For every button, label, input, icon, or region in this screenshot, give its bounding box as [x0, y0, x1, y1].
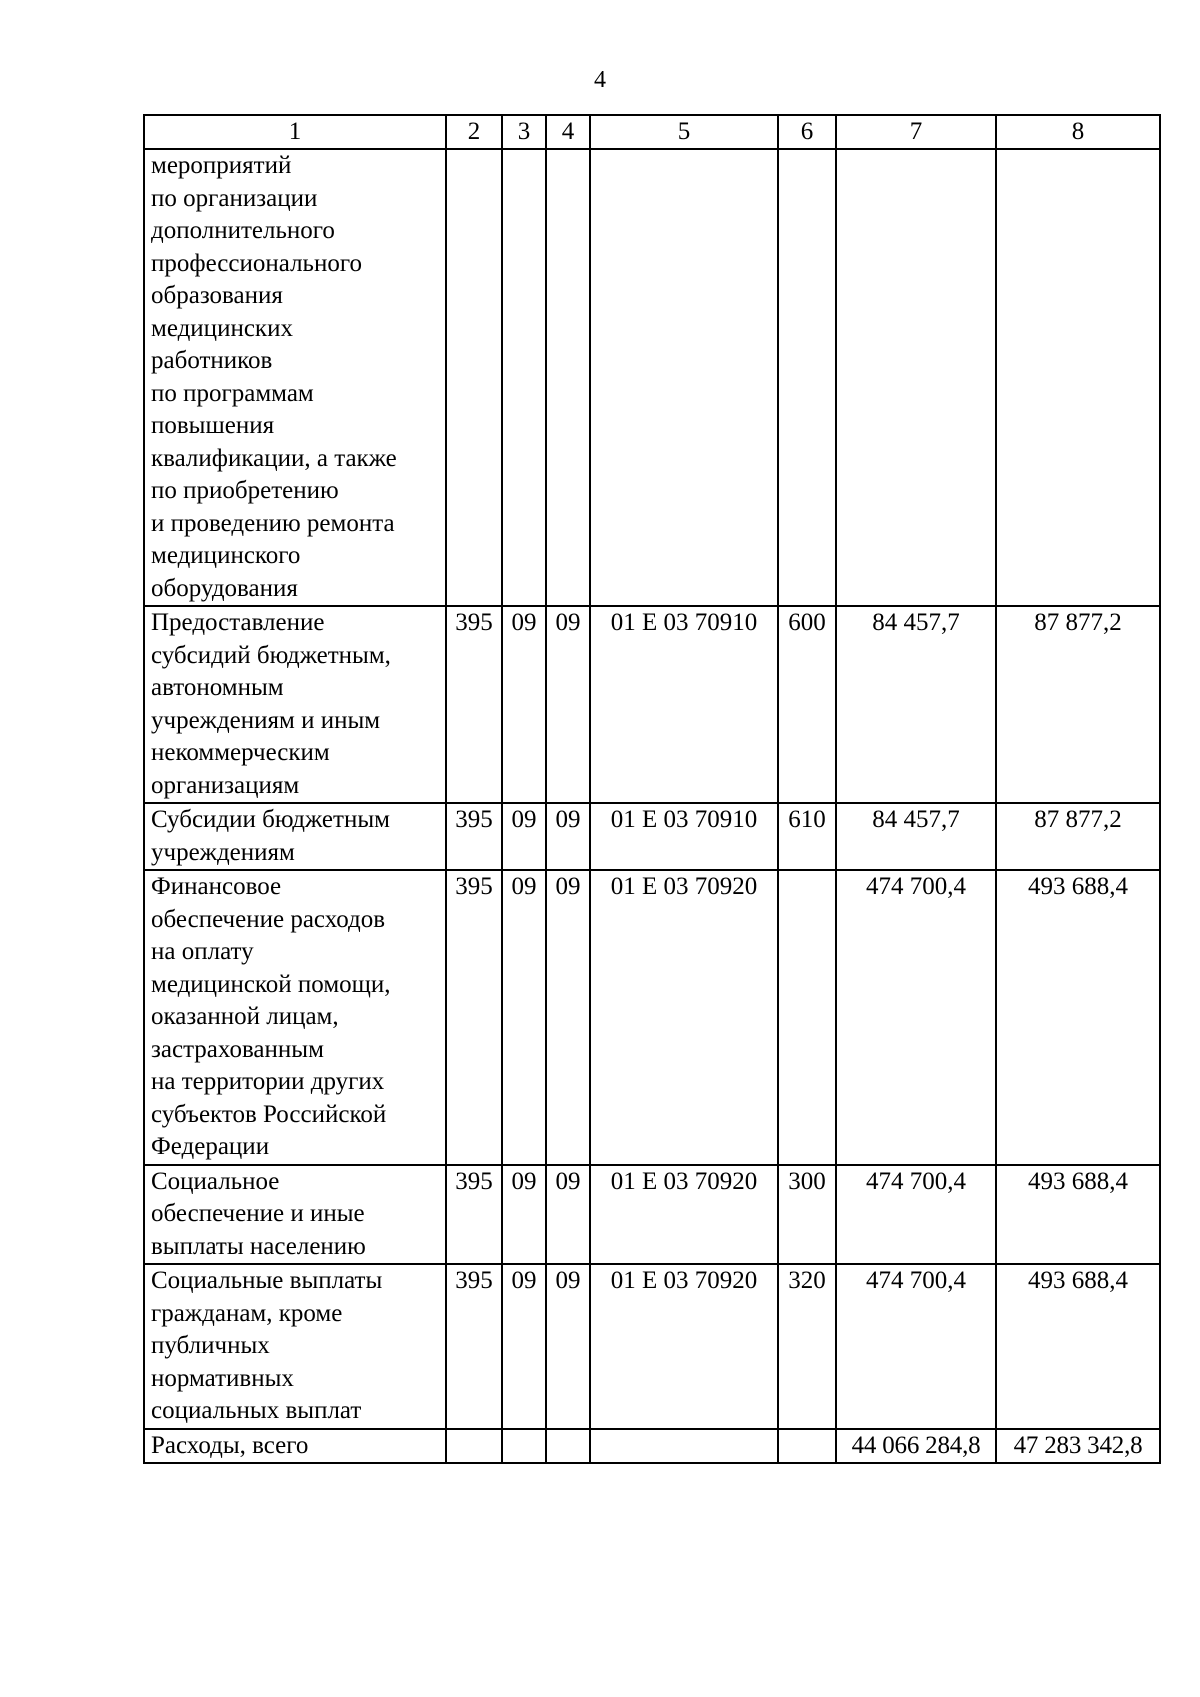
budget-table	[143, 114, 1161, 1464]
page-number: 4	[594, 67, 606, 93]
cell-name-line: автономным	[151, 674, 284, 701]
cell-name-line: Предоставление	[151, 609, 325, 636]
column-header-7: 7	[836, 115, 996, 149]
column-header-6: 6	[778, 115, 836, 149]
cell-name	[144, 1264, 446, 1429]
cell-name	[144, 1429, 446, 1464]
cell-col-6	[778, 149, 836, 606]
table-row	[144, 149, 1160, 606]
header-row	[144, 115, 1160, 149]
cell-name-line: по приобретению	[151, 477, 339, 504]
cell-name-line: выплаты населению	[151, 1232, 366, 1260]
column-header-3: 3	[502, 115, 546, 149]
cell-name-line: Субсидии бюджетным	[151, 806, 390, 833]
cell-name-line: обеспечение и иные	[151, 1200, 365, 1227]
cell-name-line: медицинских	[151, 314, 293, 342]
cell-col-3: 09	[502, 606, 546, 803]
cell-col-7: 84 457,7	[836, 803, 996, 870]
cell-col-4	[546, 1429, 590, 1464]
cell-col-7: 474 700,4	[836, 1264, 996, 1429]
cell-col-6	[778, 1429, 836, 1464]
table-row	[144, 1429, 1160, 1464]
cell-name-line: образования	[151, 282, 283, 309]
cell-col-6: 320	[778, 1264, 836, 1429]
column-header-1: 1	[144, 115, 446, 149]
cell-col-6	[778, 870, 836, 1165]
cell-col-5: 01 Е 03 70920	[590, 1165, 778, 1265]
cell-name-line: работников	[151, 347, 273, 374]
cell-name-line: нормативных	[151, 1364, 294, 1392]
cell-col-8: 87 877,2	[996, 803, 1160, 870]
cell-name-line: повышения	[151, 412, 275, 439]
cell-name	[144, 149, 446, 606]
cell-col-5: 01 Е 03 70920	[590, 870, 778, 1165]
cell-name-line: Финансовое	[151, 873, 282, 900]
table-row	[144, 1264, 1160, 1429]
cell-name-line: субъектов Российской	[151, 1100, 387, 1128]
table-row	[144, 803, 1160, 870]
cell-col-5: 01 Е 03 70910	[590, 803, 778, 870]
cell-col-3: 09	[502, 803, 546, 870]
cell-name-line: на территории других	[151, 1068, 385, 1095]
cell-name-line: оборудования	[151, 574, 298, 602]
cell-name-line: профессионального	[151, 249, 362, 277]
cell-col-4: 09	[546, 606, 590, 803]
cell-col-8: 493 688,4	[996, 1165, 1160, 1265]
cell-col-3: 09	[502, 1165, 546, 1265]
cell-col-6: 600	[778, 606, 836, 803]
cell-col-2: 395	[446, 606, 502, 803]
cell-name-line: дополнительного	[151, 217, 335, 244]
cell-col-6: 610	[778, 803, 836, 870]
cell-name-line: некоммерческим	[151, 739, 330, 766]
cell-col-3	[502, 1429, 546, 1464]
cell-col-5	[590, 149, 778, 606]
cell-name	[144, 870, 446, 1165]
cell-col-8	[996, 149, 1160, 606]
cell-name	[144, 606, 446, 803]
table-body	[144, 149, 1160, 1463]
cell-col-7: 84 457,7	[836, 606, 996, 803]
cell-name-line: субсидий бюджетным,	[151, 641, 391, 669]
cell-col-4: 09	[546, 870, 590, 1165]
cell-col-4: 09	[546, 1165, 590, 1265]
cell-col-3: 09	[502, 870, 546, 1165]
cell-name-line: учреждениям	[151, 838, 295, 866]
cell-col-4: 09	[546, 1264, 590, 1429]
cell-name-line: Социальное	[151, 1167, 280, 1195]
cell-col-6: 300	[778, 1165, 836, 1265]
cell-name-line: учреждениям и иным	[151, 706, 381, 734]
cell-name-line: на оплату	[151, 938, 254, 965]
table-row	[144, 606, 1160, 803]
cell-name	[144, 803, 446, 870]
cell-name-line: социальных выплат	[151, 1397, 362, 1424]
cell-col-2: 395	[446, 1264, 502, 1429]
cell-col-5: 01 Е 03 70910	[590, 606, 778, 803]
column-header-2: 2	[446, 115, 502, 149]
cell-col-8: 47 283 342,8	[996, 1429, 1160, 1464]
cell-name-line: публичных	[151, 1332, 270, 1359]
cell-col-4: 09	[546, 803, 590, 870]
column-header-5: 5	[590, 115, 778, 149]
column-header-4: 4	[546, 115, 590, 149]
column-header-8: 8	[996, 115, 1160, 149]
cell-col-4	[546, 149, 590, 606]
cell-name-line: по организации	[151, 184, 318, 212]
table-row	[144, 870, 1160, 1165]
cell-col-3: 09	[502, 1264, 546, 1429]
cell-col-2	[446, 1429, 502, 1464]
cell-name-line: и проведению ремонта	[151, 509, 395, 537]
cell-col-7	[836, 149, 996, 606]
cell-name-line: оказанной лицам,	[151, 1003, 339, 1030]
cell-col-7: 474 700,4	[836, 870, 996, 1165]
cell-name	[144, 1165, 446, 1265]
table-row	[144, 1165, 1160, 1265]
cell-col-2: 395	[446, 803, 502, 870]
cell-name-line: медицинского	[151, 542, 301, 569]
cell-col-2: 395	[446, 1165, 502, 1265]
cell-name-line: Расходы, всего	[151, 1431, 309, 1459]
cell-col-8: 493 688,4	[996, 870, 1160, 1165]
cell-name-line: гражданам, кроме	[151, 1299, 343, 1327]
cell-col-8: 493 688,4	[996, 1264, 1160, 1429]
cell-name-line: организациям	[151, 771, 300, 799]
cell-name-line: мероприятий	[151, 152, 292, 179]
cell-col-3	[502, 149, 546, 606]
cell-col-2	[446, 149, 502, 606]
cell-col-7: 44 066 284,8	[836, 1429, 996, 1464]
cell-name-line: обеспечение расходов	[151, 905, 386, 933]
cell-name-line: медицинской помощи,	[151, 970, 391, 998]
cell-col-7: 474 700,4	[836, 1165, 996, 1265]
cell-name-line: застрахованным	[151, 1035, 324, 1063]
cell-col-5	[590, 1429, 778, 1464]
cell-name-line: Федерации	[151, 1133, 270, 1160]
cell-col-5: 01 Е 03 70920	[590, 1264, 778, 1429]
cell-name-line: Социальные выплаты	[151, 1267, 383, 1294]
cell-name-line: по программам	[151, 379, 314, 407]
cell-name-line: квалификации, а также	[151, 444, 397, 472]
cell-col-2: 395	[446, 870, 502, 1165]
cell-col-8: 87 877,2	[996, 606, 1160, 803]
